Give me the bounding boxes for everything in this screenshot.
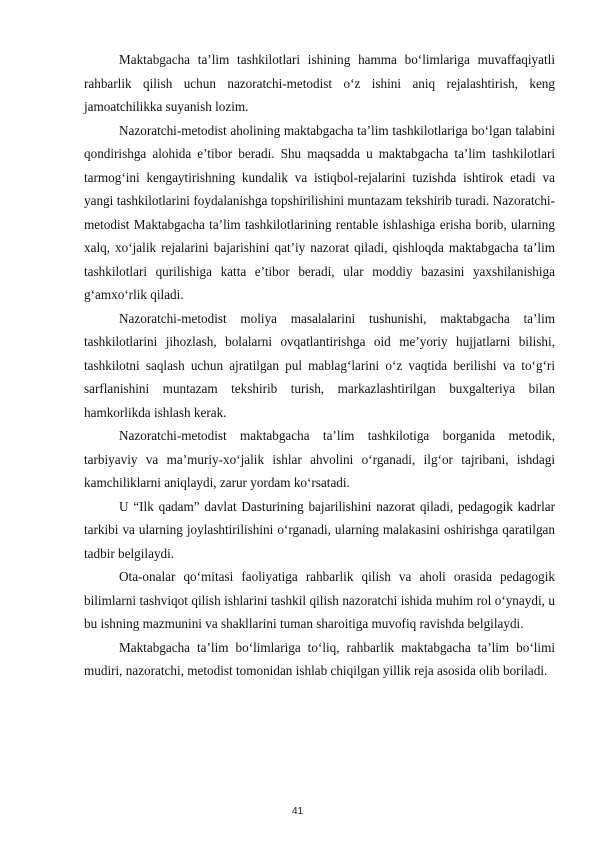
paragraph-1: Maktabgacha ta’lim tashkilotlari ishining hamma bo‘limlariga muvaffaqiyatli rahbarlik qilish uchun nazoratchi-metodist o‘z ishini aniq rejalashtirish, keng jamoatchilikka suyanish lozim. xyxy=(84,52,555,114)
paragraph-7: Maktabgacha ta’lim bo‘limlariga to‘liq, rahbarlik maktabgacha ta’lim bo‘limi mudiri, nazoratchi, metodist tomonidan ishlab chiqilgan yillik reja asosida olib boriladi. xyxy=(84,639,555,678)
paragraph-2: Nazoratchi-metodist aholining maktabgacha ta’lim tashkilotlariga bo‘lgan talabini qondirishga alohida e’tibor beradi. Shu maqsadda u maktabgacha ta’lim tashkilotlari tarmog‘ini kengaytirishning kundalik va istiqbol-rejalarini tuzishda ishtirok etadi va yangi tashkilotlarini foydalanishga topshirilishini muntazam tekshirib turadi. Nazoratchi-metodist Maktabgacha ta’lim tashkilotlarining rentable ishlashiga erisha borib, ularning xalq, xo‘jalik rejalarini bajarishini qat’iy nazorat qiladi, qishloqda maktabgacha ta’lim tashkilotlari qurilishiga katta e’tibor beradi, ular moddiy bazasini yaxshilanishiga g‘amxo‘rlik qiladi. xyxy=(84,122,555,302)
document-body xyxy=(84,48,555,683)
paragraph-6: Ota-onalar qo‘mitasi faoliyatiga rahbarlik qilish va aholi orasida pedagogik bilimlarni tashviqot qilish ishlarini tashkil qilish nazoratchi ishida muhim rol o‘ynaydi, u bu ishning mazmunini va shakllarini tuman sharoitiga muvofiq ravishda belgilaydi. xyxy=(84,569,555,631)
paragraph-5: U “Ilk qadam” davlat Dasturining bajarilishini nazorat qiladi, pedagogik kadrlar tarkibi va ularning joylashtirilishini o‘rganadi, ularning malakasini oshirishga qaratilgan tadbir belgilaydi. xyxy=(84,498,555,561)
paragraph-3: Nazoratchi-metodist moliya masalalarini tushunishi, maktabgacha ta’lim tashkilotlarini jihozlash, bolalarni ovqatlantirishga oid me’yoriy hujjatlarni bilishi, tashkilotni saqlash uchun ajratilgan pul mablag‘larini o‘z vaqtida berilishi va to‘g‘ri sarflanishini muntazam tekshirib turish, markazlashtirilgan buxgalteriya bilan hamkorlikda ishlash kerak. xyxy=(84,310,555,420)
paragraph-4: Nazoratchi-metodist maktabgacha ta’lim tashkilotiga borganida metodik, tarbiyaviy va ma’muriy-xo‘jalik ishlar ahvolini o‘rganadi, ilg‘or tajribani, ishdagi kamchiliklarni aniqlaydi, zarur yordam ko‘rsatadi. xyxy=(84,428,555,490)
page-number: 41 xyxy=(291,806,304,817)
